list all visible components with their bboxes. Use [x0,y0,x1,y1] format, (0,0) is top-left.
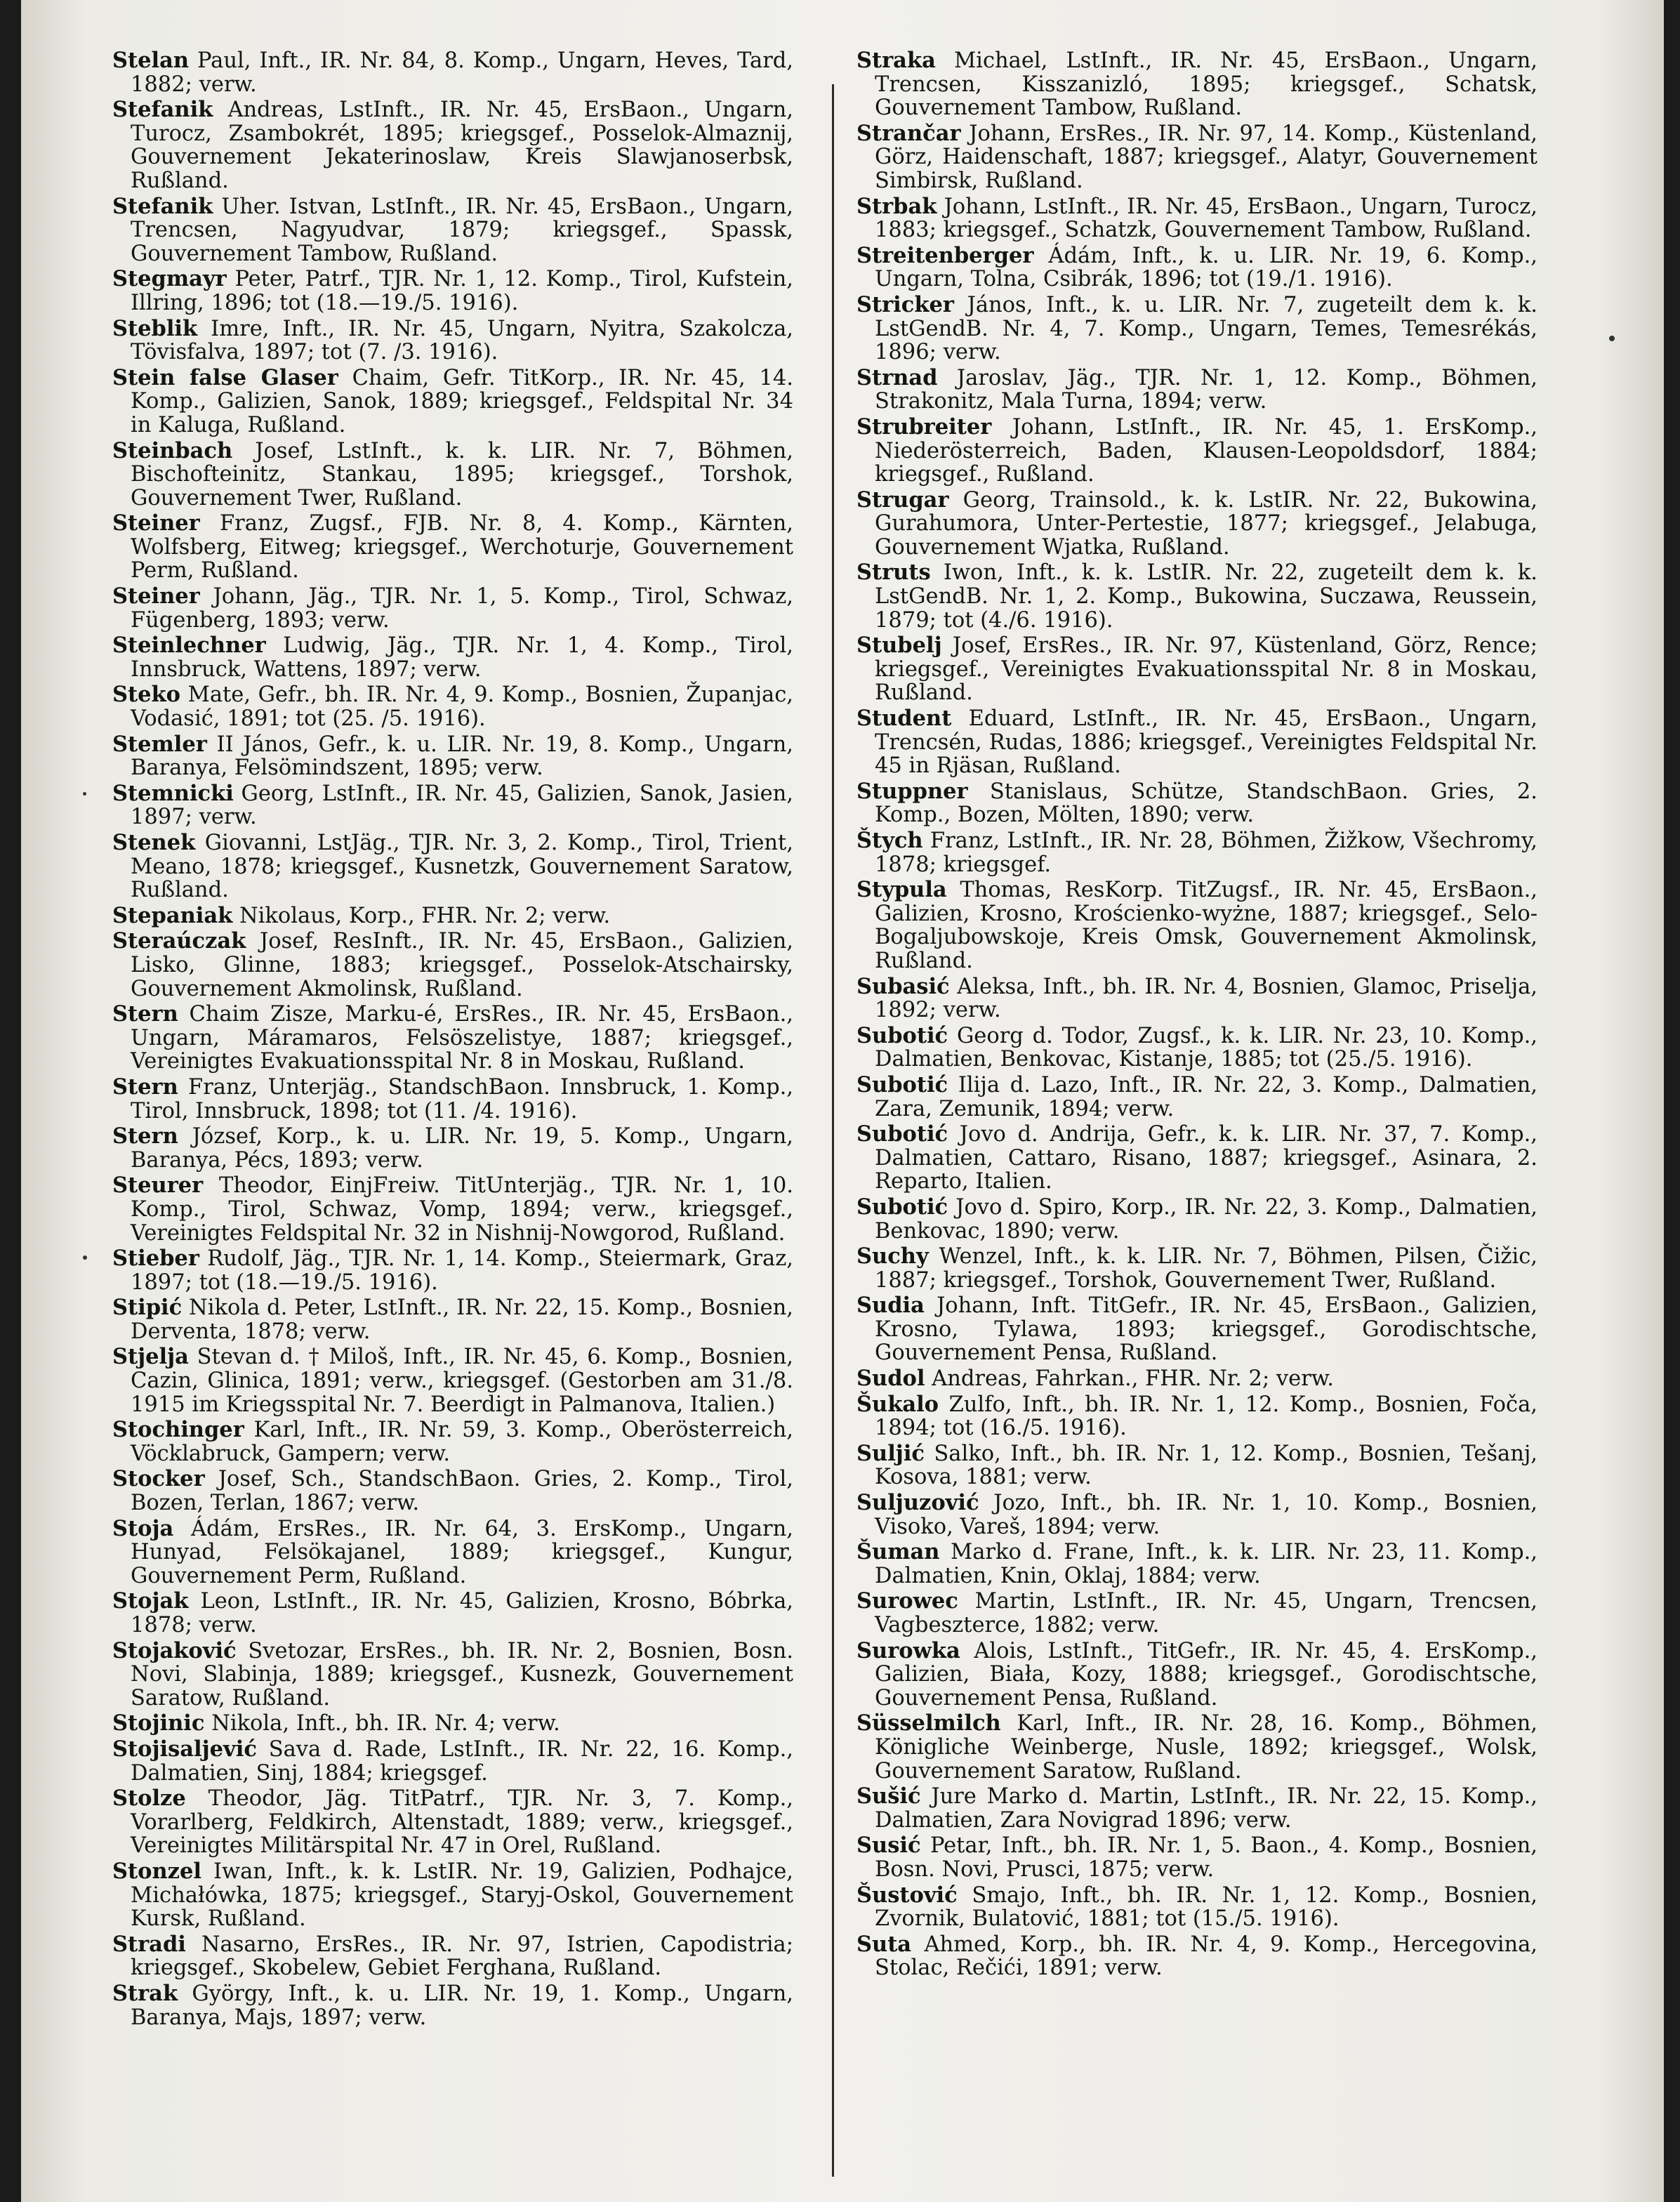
register-entry [856,489,1537,560]
entry-details: Franz, Unterjäg., StandschBaon. Innsbruck, 1. Komp., Tirol, Innsbruck, 1898; tot (11. /4. 1916). [131,1074,793,1123]
entry-surname: Susić [856,1833,921,1859]
entry-details: Josef, ErsRes., IR. Nr. 97, Küstenland, Görz, Rence; kriegsgef., Vereinigtes Evakuationsspital Nr. 8 in Moskau, Rußland. [875,633,1537,706]
entry-details: Leon, LstInft., IR. Nr. 45, Galizien, Krosno, Bóbrka, 1878; verw. [131,1589,794,1637]
entry-surname: Stjelja [112,1344,189,1370]
register-entry [112,437,793,510]
entry-surname: Surowec [856,1588,958,1614]
entry-surname: Subotić [856,1194,948,1220]
entry-details: Imre, Inft., IR. Nr. 45, Ungarn, Nyitra, Szakolcza, Tövisfalva, 1897; tot (7. /3. 1916). [131,316,793,365]
register-entry [112,1787,793,1858]
register-entry [856,244,1537,291]
entry-surname: Steiner [112,584,200,609]
entry-surname: Stern [112,1123,178,1149]
entry-details: György, Inft., k. u. LIR. Nr. 19, 1. Komp., Ungarn, Baranya, Majs, 1897; verw. [131,1981,793,2030]
entry-details: Jozo, Inft., bh. IR. Nr. 1, 10. Komp., Bosnien, Visoko, Vareš, 1894; verw. [875,1491,1537,1539]
register-entry [112,1345,793,1416]
register-entry [856,707,1537,778]
entry-surname: Stemler [112,731,207,757]
register-entry [856,878,1537,973]
register-entry [112,733,793,780]
entry-details: Ilija d. Lazo, Inft., IR. Nr. 22, 3. Komp., Dalmatien, Zara, Zemunik, 1894; verw. [875,1072,1537,1121]
register-entry [112,1468,793,1515]
ink-spot [83,1255,87,1260]
entry-surname: Stieber [112,1246,199,1272]
entry-surname: Steraúczak [112,928,246,954]
entry-details: Ludwig, Jäg., TJR. Nr. 1, 4. Komp., Tirol, Innsbruck, Wattens, 1897; verw. [131,633,793,682]
register-entry [856,291,1537,365]
entry-details: Peter, Patrf., TJR. Nr. 1, 12. Komp., Tirol, Kufstein, Illring, 1896; tot (18.—19./5. 1916). [131,267,793,315]
entry-details: Uher. Istvan, LstInft., IR. Nr. 45, ErsBaon., Ungarn, Trencsen, Nagyudvar, 1879; kriegsgef., Spassk, Gouvernement Tambow, Rußland. [131,194,793,266]
register-entry [112,904,793,928]
entry-details: Theodor, Jäg. TitPatrf., TJR. Nr. 3, 7. Komp., Vorarlberg, Feldkirch, Altenstadt, 1889; verw., kriegsgef., Vereinigtes Militärspital Nr. 47 in Orel, Rußland. [131,1786,793,1859]
register-entry [112,1738,793,1785]
register-entry [856,195,1537,242]
register-entry [856,1367,1537,1391]
ink-spot [83,792,86,796]
entry-details: Paul, Inft., IR. Nr. 84, 8. Komp., Ungarn, Heves, Tard, 1882; verw. [131,48,794,97]
entry-surname: Straka [856,48,936,73]
entry-surname: Stypula [856,877,947,903]
register-entry [112,49,793,96]
column-divider [832,84,834,2177]
entry-surname: Stenek [112,830,196,855]
register-entry [856,1074,1537,1121]
register-entry [856,975,1537,1022]
register-entry [856,1024,1537,1072]
entry-details: Johann, ErsRes., IR. Nr. 97, 14. Komp., Küstenland, Görz, Haidenschaft, 1887; kriegsgef., Alatyr, Gouvernement Simbirsk, Rußland. [875,121,1537,193]
entry-details: Nasarno, ErsRes., IR. Nr. 97, Istrien, Capodistria; kriegsgef., Skobelew, Gebiet Ferghana, Rußland. [131,1932,793,1981]
entry-details: Jovo d. Andrija, Gefr., k. k. LIR. Nr. 37, 7. Komp., Dalmatien, Cattaro, Risano, 1887; kriegsgef., Asinara, 2. Reparto, Italien. [875,1122,1537,1194]
register-entry [856,364,1537,414]
register-entry [112,634,793,681]
entry-details: Jure Marko d. Martin, LstInft., IR. Nr. 22, 15. Komp., Dalmatien, Zara Novigrad 1896; verw. [875,1784,1537,1833]
book-page [21,0,1664,2202]
entry-details: Thomas, ResKorp. TitZugsf., IR. Nr. 45, ErsBaon., Galizien, Krosno, Krościenko-wyżne, 1887; kriegsgef., Selo-Bogaljubowskoje, Kreis Omsk, Gouvernement Akmolinsk, Rußland. [875,878,1537,973]
entry-surname: Struts [856,560,931,586]
register-entry [856,1884,1537,1931]
entry-details: Josef, ResInft., IR. Nr. 45, ErsBaon., Galizien, Lisko, Glinne, 1883; kriegsgef., Posselok-Atschairsky, Gouvernement Akmolinsk, Rußland. [131,929,794,1001]
entry-details: Georg, LstInft., IR. Nr. 45, Galizien, Sanok, Jasien, 1897; verw. [131,781,793,830]
register-entry [112,317,793,364]
entry-surname: Steinlechner [112,633,266,659]
register-entry [856,1491,1537,1538]
entry-surname: Štych [856,828,923,853]
register-entry [112,1982,793,2029]
entry-surname: Stojak [112,1588,189,1614]
register-entry [856,1785,1537,1832]
register-entry [856,1442,1537,1489]
entry-surname: Stein false Glaser [112,364,338,390]
entry-surname: Subotić [856,1121,948,1147]
register-entry [856,1637,1537,1710]
entry-surname: Stocker [112,1466,205,1492]
entry-details: Aleksa, Inft., bh. IR. Nr. 4, Bosnien, Glamoc, Priselja, 1892; verw. [875,974,1537,1023]
entry-details: Ahmed, Korp., bh. IR. Nr. 4, 9. Komp., Hercegovina, Stolac, Rečići, 1891; verw. [875,1932,1538,1981]
entry-surname: Strančar [856,120,961,146]
entry-details: Salko, Inft., bh. IR. Nr. 1, 12. Komp., Bosnien, Tešanj, Kosova, 1881; verw. [875,1441,1537,1490]
entry-details: Theodor, EinjFreiw. TitUnterjäg., TJR. Nr. 1, 10. Komp., Tirol, Schwaz, Vomp, 1894; verw., kriegsgef., Vereinigtes Feldspital Nr. 32 in Nishnij-Nowgorod, Rußland. [131,1173,793,1246]
register-entry [112,1003,793,1074]
register-entry [112,98,793,192]
register-entry [112,364,793,437]
entry-surname: Streitenberger [856,242,1034,268]
register-entry [112,782,793,829]
register-entry [112,930,793,1001]
register-entry [856,122,1537,193]
entry-surname: Surowka [856,1637,960,1663]
entry-surname: Sušić [856,1784,921,1809]
register-entry [856,1123,1537,1194]
entry-surname: Šukalo [856,1391,939,1417]
entry-details: Smajo, Inft., bh. IR. Nr. 1, 12. Komp., Bosnien, Zvornik, Bulatović, 1881; tot (15./5. 1916). [875,1883,1537,1932]
entry-details: Chaim, Gefr. TitKorp., IR. Nr. 45, 14. Komp., Galizien, Sanok, 1889; kriegsgef., Feldspital Nr. 34 in Kaluga, Rußland. [131,365,793,437]
register-entry [856,1712,1537,1783]
entry-surname: Süsselmilch [856,1710,1001,1736]
entry-details: Johann, Jäg., TJR. Nr. 1, 5. Komp., Tirol, Schwaz, Fügenberg, 1893; verw. [131,584,793,633]
register-entry [856,1393,1537,1440]
entry-details: Nikola d. Peter, LstInft., IR. Nr. 22, 15. Komp., Bosnien, Derventa, 1878; verw. [131,1296,793,1344]
entry-details: Johann, LstInft., IR. Nr. 45, 1. ErsKomp., Niederösterreich, Baden, Klausen-Leopoldsdorf, 1884; kriegsgef., Rußland. [875,414,1537,487]
entry-surname: Stegmayr [112,266,227,292]
entry-surname: Šustović [856,1882,958,1908]
entry-surname: Stepaniak [112,902,233,928]
entry-surname: Suchy [856,1244,929,1270]
left-column [112,49,793,2174]
entry-surname: Stojisaljević [112,1736,257,1762]
entry-details: Michael, LstInft., IR. Nr. 45, ErsBaon., Ungarn, Trencsen, Kisszanizló, 1895; kriegsgef., Schatsk, Gouvernement Tambow, Rußland. [875,48,1538,121]
entry-surname: Stuppner [856,778,968,804]
register-entry [112,1590,793,1637]
register-entry [856,49,1537,120]
register-entry [856,416,1537,487]
entry-details: Giovanni, LstJäg., TJR. Nr. 3, 2. Komp., Tirol, Trient, Meano, 1878; kriegsgef., Kusnetzk, Gouvernement Saratow, Rußland. [131,831,793,903]
register-entry [856,1245,1537,1292]
entry-surname: Steurer [112,1173,204,1199]
entry-details: Stanislaus, Schütze, StandschBaon. Gries, 2. Komp., Bozen, Mölten, 1890; verw. [875,779,1537,828]
register-entry [856,634,1537,705]
entry-details: Marko d. Frane, Inft., k. k. LIR. Nr. 23, 11. Komp., Dalmatien, Knin, Oklaj, 1884; verw. [875,1540,1537,1588]
entry-surname: Stipić [112,1295,183,1321]
entry-details: Iwan, Inft., k. k. LstIR. Nr. 19, Galizien, Podhajce, Michałówka, 1875; kriegsgef., Staryj-Oskol, Gouvernement Kursk, Rußland. [131,1859,793,1932]
register-entry [112,1125,793,1172]
entry-surname: Strubreiter [856,414,992,440]
entry-surname: Sudol [856,1366,925,1392]
register-entry [856,1834,1537,1881]
entry-details: Ádám, ErsRes., IR. Nr. 64, 3. ErsKomp., Ungarn, Hunyad, Felsökajanel, 1889; kriegsgef., Kungur, Gouvernement Perm, Rußland. [131,1516,793,1588]
entry-surname: Suljić [856,1440,925,1466]
register-entry [112,1517,793,1588]
entry-surname: Strak [112,1980,178,2006]
entry-surname: Stefanik [112,97,213,123]
register-entry [856,829,1537,876]
entry-details: Petar, Inft., bh. IR. Nr. 1, 5. Baon., 4. Komp., Bosnien, Bosn. Novi, Prusci, 1875; verw. [875,1833,1537,1882]
entry-details: József, Korp., k. u. LIR. Nr. 19, 5. Komp., Ungarn, Baranya, Pécs, 1893; verw. [131,1124,793,1173]
entry-details: Mate, Gefr., bh. IR. Nr. 4, 9. Komp., Bosnien, Županjac, Vodasić, 1891; tot (25. /5. 1916). [131,683,793,732]
entry-details: Karl, Inft., IR. Nr. 59, 3. Komp., Oberösterreich, Vöcklabruck, Gampern; verw. [131,1418,793,1466]
register-entry [856,1294,1537,1365]
entry-details: Andreas, Fahrkan., FHR. Nr. 2; verw. [932,1366,1334,1392]
entry-details: Nikolaus, Korp., FHR. Nr. 2; verw. [239,903,611,928]
entry-details: Karl, Inft., IR. Nr. 28, 16. Komp., Böhmen, Königliche Weinberge, Nusle, 1892; kriegsgef., Wolsk, Gouvernement Saratow, Rußland. [875,1711,1537,1784]
entry-surname: Sudia [856,1293,925,1319]
register-entry [856,561,1537,632]
register-entry [112,195,793,266]
entry-surname: Strbak [856,193,937,219]
entry-details: Georg d. Todor, Zugsf., k. k. LIR. Nr. 23, 10. Komp., Dalmatien, Benkovac, Kistanje, 1885; tot (25./5. 1916). [875,1023,1537,1072]
entry-details: II János, Gefr., k. u. LIR. Nr. 19, 8. Komp., Ungarn, Baranya, Felsömindszent, 1895; verw. [131,732,793,781]
entry-surname: Šuman [856,1539,940,1565]
register-entry [112,1860,793,1931]
entry-details: Nikola, Inft., bh. IR. Nr. 4; verw. [211,1711,560,1736]
entry-surname: Strnad [856,364,938,390]
entry-details: Jovo d. Spiro, Korp., IR. Nr. 22, 3. Komp., Dalmatien, Benkovac, 1890; verw. [875,1194,1537,1244]
entry-details: Alois, LstInft., TitGefr., IR. Nr. 45, 4. ErsKomp., Galizien, Biała, Kozy, 1888; kriegsgef., Gorodischtsche, Gouvernement Pensa, Rußland. [875,1638,1537,1710]
entry-details: Franz, Zugsf., FJB. Nr. 8, 4. Komp., Kärnten, Wolfsberg, Eitweg; kriegsgef., Werchoturje, Gouvernement Perm, Rußland. [131,511,793,584]
entry-surname: Steko [112,682,180,708]
entry-details: Stevan d. † Miloš, Inft., IR. Nr. 45, 6. Komp., Bosnien, Cazin, Glinica, 1891; verw., kriegsgef. (Gestorben am 31./8. 1915 im Kriegsspital Nr. 7. Beerdigt in Palmanova, Italien.) [131,1345,793,1417]
entry-details: Jaroslav, Jäg., TJR. Nr. 1, 12. Komp., Böhmen, Strakonitz, Mala Turna, 1894; verw. [875,365,1537,414]
entry-details: Georg, Trainsold., k. k. LstIR. Nr. 22, Bukowina, Gurahumora, Unter-Pertestie, 1877; kriegsgef., Jelabuga, Gouvernement Wjatka, Rußland. [875,487,1537,560]
entry-surname: Subasić [856,973,950,999]
register-entry [112,268,793,315]
entry-surname: Stemnicki [112,780,234,806]
register-entry [856,1196,1537,1243]
entry-details: Svetozar, ErsRes., bh. IR. Nr. 2, Bosnien, Bosn. Novi, Slabinja, 1889; kriegsgef., Kusnezk, Gouvernement Saratow, Rußland. [131,1638,793,1710]
entry-details: Johann, LstInft., IR. Nr. 45, ErsBaon., Ungarn, Turocz, 1883; kriegsgef., Schatzk, Gouvernement Tambow, Rußland. [875,194,1537,243]
register-entry [856,1933,1537,1980]
entry-surname: Student [856,706,952,732]
register-entry [112,1418,793,1465]
register-entry [112,1247,793,1294]
register-entry [856,1541,1537,1588]
entry-details: Sava d. Rade, LstInft., IR. Nr. 22, 16. Komp., Dalmatien, Sinj, 1884; kriegsgef. [131,1736,793,1786]
register-entry [112,831,793,902]
entry-surname: Stoja [112,1515,174,1541]
entry-details: Iwon, Inft., k. k. LstIR. Nr. 22, zugeteilt dem k. k. LstGendB. Nr. 1, 2. Komp., Bukowina, Suczawa, Reussein, 1879; tot (4./6. 1916). [875,560,1537,633]
entry-details: János, Inft., k. u. LIR. Nr. 7, zugeteilt dem k. k. LstGendB. Nr. 4, 7. Komp., Ungarn, Temes, Temesrékás, 1896; verw. [875,292,1537,365]
entry-details: Wenzel, Inft., k. k. LIR. Nr. 7, Böhmen, Pilsen, Čižic, 1887; kriegsgef., Torshok, Gouvernement Twer, Rußland. [875,1244,1537,1293]
entry-details: Josef, LstInft., k. k. LIR. Nr. 7, Böhmen, Bischofteinitz, Stankau, 1895; kriegsgef., Torshok, Gouvernement Twer, Rußland. [131,438,793,510]
ink-spot [1609,336,1615,341]
entry-details: Franz, LstInft., IR. Nr. 28, Böhmen, Žižkow, Všechromy, 1878; kriegsgef. [875,829,1537,877]
entry-details: Eduard, LstInft., IR. Nr. 45, ErsBaon., Ungarn, Trencsén, Rudas, 1886; kriegsgef., Vereinigtes Feldspital Nr. 45 in Rjäsan, Rußland. [875,706,1537,779]
entry-surname: Steiner [112,510,200,536]
entry-surname: Stolze [112,1786,186,1812]
entry-details: Andreas, LstInft., IR. Nr. 45, ErsBaon., Ungarn, Turocz, Zsambokrét, 1895; kriegsgef., Posselok-Almaznij, Gouvernement Jekaterinoslaw, Kreis Slawjanoserbsk, Rußland. [131,98,793,193]
entry-surname: Suta [856,1931,912,1957]
register-entry [112,1076,793,1123]
register-entry [112,512,793,583]
entry-details: Chaim Zisze, Marku-é, ErsRes., IR. Nr. 45, ErsBaon., Ungarn, Máramaros, Felsöszelistye, 1887; kriegsgef., Vereinigtes Evakuationsspital Nr. 8 in Moskau, Rußland. [131,1002,793,1074]
register-entry [112,585,793,632]
entry-surname: Stubelj [856,633,942,659]
register-entry [112,683,793,730]
entry-surname: Stradi [112,1931,186,1957]
register-entry [856,780,1537,827]
entry-surname: Stonzel [112,1858,201,1884]
entry-surname: Subotić [856,1072,948,1097]
entry-surname: Stelan [112,48,190,73]
entry-details: Zulfo, Inft., bh. IR. Nr. 1, 12. Komp., Bosnien, Foča, 1894; tot (16./5. 1916). [875,1392,1537,1441]
entry-surname: Steblik [112,315,198,341]
entry-surname: Strugar [856,487,949,513]
entry-surname: Suljuzović [856,1490,979,1516]
entry-details: Johann, Inft. TitGefr., IR. Nr. 45, ErsBaon., Galizien, Krosno, Tylawa, 1893; kriegsgef., Gorodischtsche, Gouvernement Pensa, Rußland. [875,1293,1537,1366]
register-entry [112,1933,793,1980]
register-entry [112,1296,793,1343]
entry-surname: Stricker [856,291,954,317]
entry-details: Martin, LstInft., IR. Nr. 45, Ungarn, Trencsen, Vagbeszterce, 1882; verw. [875,1589,1537,1637]
right-column [856,49,1537,2174]
entry-surname: Subotić [856,1022,948,1048]
register-entry [112,1174,793,1245]
entry-surname: Stern [112,1074,178,1100]
entry-surname: Stefanik [112,193,213,219]
register-entry [112,1712,793,1736]
entry-details: Rudolf, Jäg., TJR. Nr. 1, 14. Komp., Steiermark, Graz, 1897; tot (18.—19./5. 1916). [131,1246,793,1295]
entry-surname: Stochinger [112,1417,244,1443]
register-entry [856,1590,1537,1637]
entry-surname: Stern [112,1001,178,1027]
entry-details: Ádám, Inft., k. u. LIR. Nr. 19, 6. Komp., Ungarn, Tolna, Csibrák, 1896; tot (19./1. 1916). [875,243,1537,292]
entry-surname: Stojinic [112,1710,205,1736]
entry-surname: Stojaković [112,1637,237,1663]
entry-surname: Steinbach [112,437,233,463]
entry-details: Josef, Sch., StandschBaon. Gries, 2. Komp., Tirol, Bozen, Terlan, 1867; verw. [131,1467,793,1516]
register-entry [112,1637,793,1710]
